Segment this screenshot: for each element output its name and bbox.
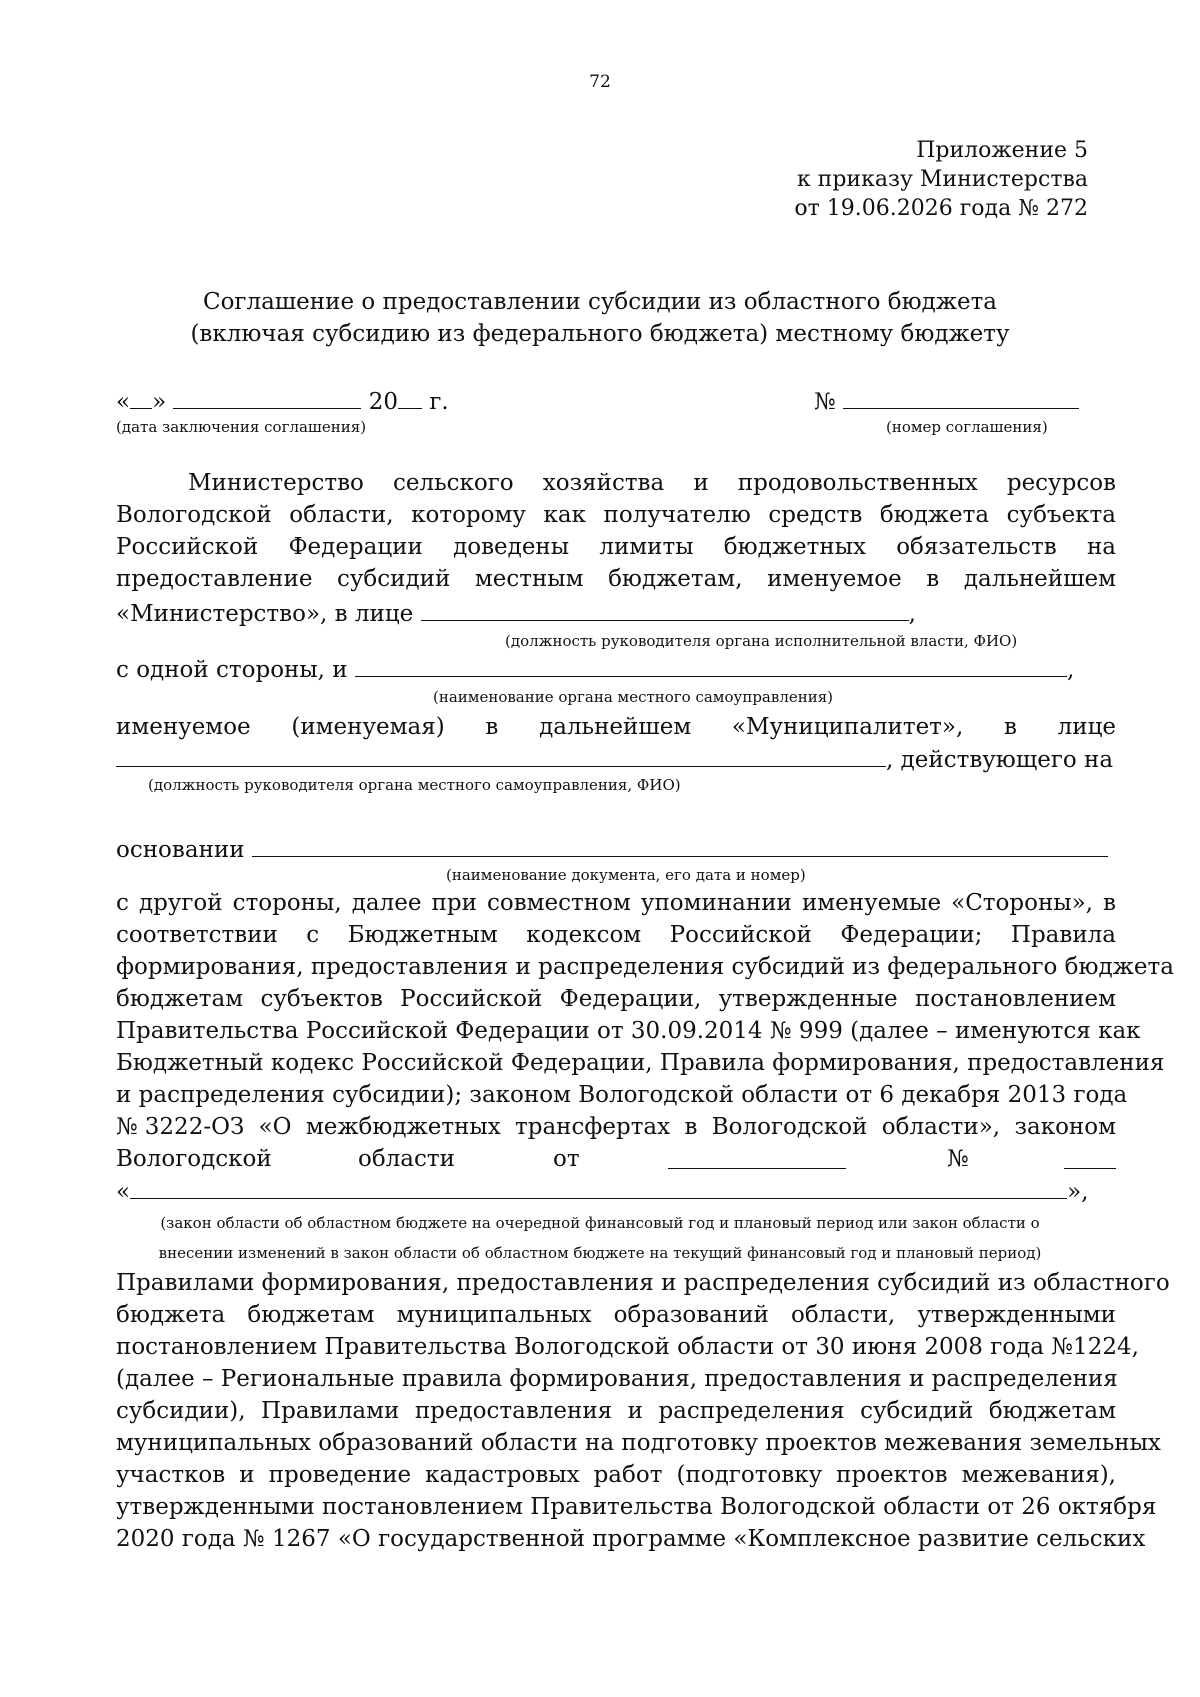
comma: , <box>1066 657 1075 683</box>
municipal-body-blank <box>355 654 1067 677</box>
page-number: 72 <box>589 72 611 92</box>
para3-line-2: бюджета бюджетам муниципальных образований области, утвержденными <box>116 1302 1116 1328</box>
para3-line-5: субсидии), Правилами предоставления и распределения субсидий бюджетам <box>116 1398 1116 1424</box>
first-party-label: с одной стороны, и <box>116 657 348 683</box>
para3-line-8: утвержденными постановлением Правительства Вологодской области от 26 октября <box>116 1494 1157 1520</box>
law-number-blank <box>1064 1146 1116 1169</box>
municipal-body-caption: (наименование органа местного самоуправления) <box>433 688 834 706</box>
quote-close: », <box>1067 1179 1089 1205</box>
appendix-line-3: от 19.06.2026 года № 272 <box>794 196 1088 221</box>
basis-label: основании <box>116 837 245 863</box>
para1-line-6 <box>116 654 1074 683</box>
comma: , <box>908 601 916 627</box>
law-date-blank <box>668 1146 846 1169</box>
title-line-1: Соглашение о предоставлении субсидии из областного бюджета <box>202 289 998 315</box>
agreement-number-field <box>814 386 1079 415</box>
quote-open: « <box>116 1179 131 1205</box>
law-name-blank <box>130 1176 1067 1199</box>
day-blank <box>130 386 152 409</box>
para3-line-4: (далее – Региональные правила формирования, предоставления и распределения <box>116 1366 1118 1392</box>
para1-line-4: предоставление субсидий местным бюджетам, именуемое в дальнейшем <box>116 566 1116 592</box>
para2-line-9-c: от <box>553 1146 580 1172</box>
para3-line-9: 2020 года № 1267 «О государственной программе «Комплексное развитие сельских <box>116 1526 1146 1552</box>
number-caption: (номер соглашения) <box>886 418 1048 436</box>
para3-line-3: постановлением Правительства Вологодской области от 30 июня 2008 года №1224, <box>116 1334 1139 1360</box>
para2-line-7: и распределения субсидии); законом Вологодской области от 6 декабря 2013 года <box>116 1082 1128 1108</box>
appendix-line-1: Приложение 5 <box>916 138 1088 163</box>
acting-label: , действующего на <box>886 747 1114 773</box>
para2-line-9-b: области <box>358 1146 455 1172</box>
para2-line-9-a: Вологодской <box>116 1146 272 1172</box>
quote-open: « <box>116 389 131 415</box>
title-line-2: (включая субсидию из федерального бюджета) местному бюджету <box>190 321 1010 347</box>
official-caption: (должность руководителя органа исполнительной власти, ФИО) <box>505 632 1018 650</box>
quote-close: » <box>152 389 167 415</box>
para2-line-5: Правительства Российской Федерации от 30.09.2014 № 999 (далее – именуются как <box>116 1018 1141 1044</box>
para2-line-3: формирования, предоставления и распределения субсидий из федерального бюджета <box>116 954 1174 980</box>
para2-line-1: с другой стороны, далее при совместном упоминании именуемые «Стороны», в <box>116 890 1116 916</box>
municipal-head-caption: (должность руководителя органа местного самоуправления, ФИО) <box>148 776 681 794</box>
para2-line-2: соответствии с Бюджетным кодексом Российской Федерации; Правила <box>116 922 1116 948</box>
number-blank <box>843 386 1079 409</box>
para2-line-10 <box>116 1176 1088 1205</box>
para1-line-3: Российской Федерации доведены лимиты бюджетных обязательств на <box>116 534 1116 560</box>
law-date-blank-wrap <box>668 1146 846 1173</box>
representative-label: «Министерство», в лице <box>116 601 414 627</box>
para2-line-6: Бюджетный кодекс Российской Федерации, Правила формирования, предоставления <box>116 1050 1165 1076</box>
agreement-date-field <box>116 386 449 415</box>
municipal-head-blank <box>116 744 886 767</box>
para1-line-9 <box>116 834 1108 863</box>
year-prefix: 20 <box>368 389 399 415</box>
appendix-line-2: к приказу Министерства <box>796 167 1088 192</box>
para3-line-6: муниципальных образований области на подготовку проектов межевания земельных <box>116 1430 1161 1456</box>
month-blank <box>173 386 361 409</box>
para1-line-2: Вологодской области, которому как получателю средств бюджета субъекта <box>116 502 1116 528</box>
para3-line-7: участков и проведение кадастровых работ (подготовку проектов межевания), <box>116 1462 1116 1488</box>
appendix-block <box>794 136 1088 223</box>
year-blank <box>398 386 422 409</box>
year-suffix: г. <box>429 389 449 415</box>
law-caption-2: внесении изменений в закон области об областном бюджете на текущий финансовый год и плановый период) <box>158 1244 1042 1262</box>
basis-document-blank <box>252 834 1108 857</box>
para2-line-8: №3222-ОЗ «О межбюджетных трансфертах в Вологодской области», законом <box>116 1114 1116 1140</box>
para1-line-5 <box>116 598 916 627</box>
para2-line-4: бюджетам субъектов Российской Федерации, утвержденные постановлением <box>116 986 1116 1012</box>
law-number-blank-wrap <box>1064 1146 1116 1173</box>
date-caption: (дата заключения соглашения) <box>116 418 367 436</box>
para3-line-1: Правилами формирования, предоставления и распределения субсидий из областного <box>116 1270 1170 1296</box>
number-sign: № <box>814 389 836 415</box>
para2-line-9-d: № <box>947 1146 969 1172</box>
para1-line-7: именуемое (именуемая) в дальнейшем «Муниципалитет», в лице <box>116 714 1116 740</box>
official-blank <box>421 598 909 621</box>
document-title <box>0 286 1200 350</box>
law-caption-1: (закон области об областном бюджете на очередной финансовый год и плановый период или закон области о <box>160 1214 1040 1232</box>
para1-line-1: Министерство сельского хозяйства и продовольственных ресурсов <box>188 470 1116 496</box>
document-caption: (наименование документа, его дата и номер) <box>446 866 806 884</box>
para1-line-8 <box>116 744 1113 773</box>
